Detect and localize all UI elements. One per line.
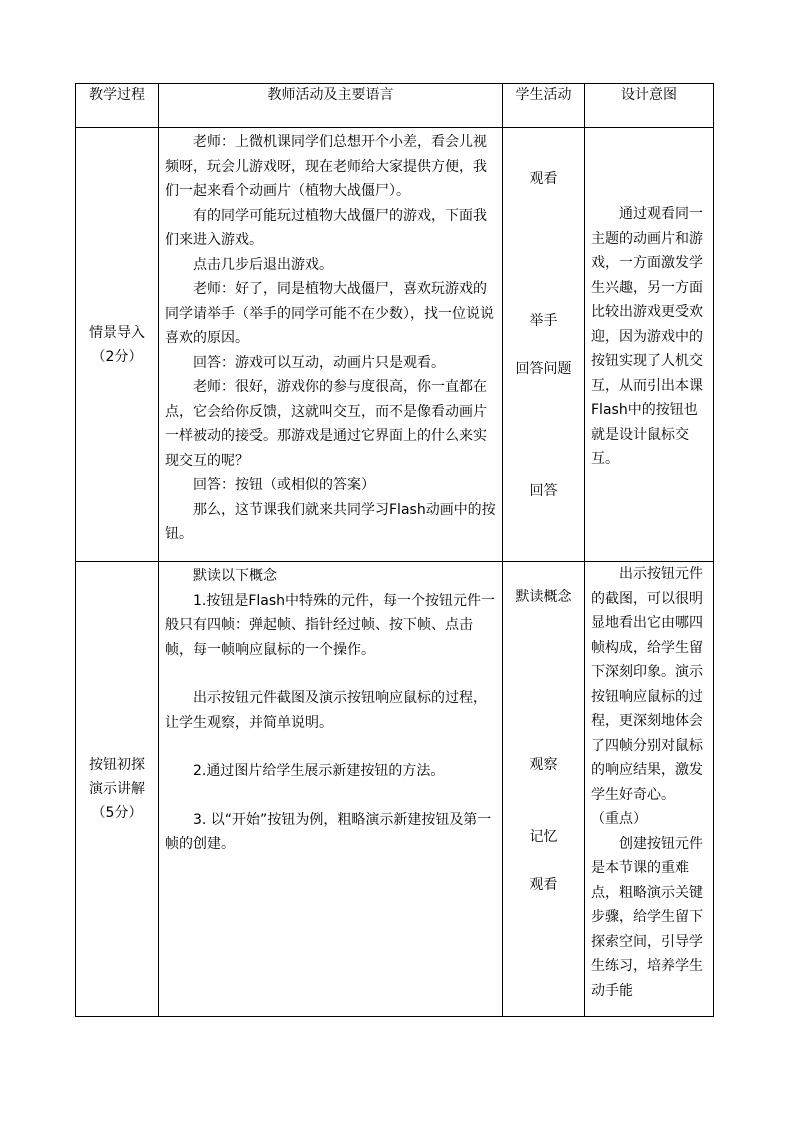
header-process: 教学过程 [76, 84, 159, 128]
design-intent-cell [585, 128, 714, 562]
design-intent-text: 通过观看同一主题的动画片和游戏，一方面激发学生兴趣，另一方面比较出游戏更受欢迎，因为游戏中的按钮实现了人机交互，从而引出本课Flash中的按钮也就是设计鼠标交互。 [591, 206, 703, 467]
blank-line [165, 735, 496, 759]
student-activity-item: 观看 [529, 171, 558, 187]
table-row [76, 562, 714, 1017]
student-activity-item: 回答 [529, 483, 558, 499]
design-intent-text: 创建按钮元件是本节课的重难点，粗略演示关键步骤，给学生留下探索空间，引导学生练习，培养学生动手能 [591, 835, 703, 999]
teacher-activity-cell [159, 128, 503, 562]
teacher-paragraph: 默读以下概念 [193, 568, 277, 584]
teacher-paragraph: 3. 以“开始”按钮为例，粗略演示新建按钮及第一帧的创建。 [165, 811, 492, 852]
blank-line [165, 662, 496, 686]
stage-time: （5分） [91, 805, 143, 821]
teacher-paragraph: 1.按钮是Flash中特殊的元件，每一个按钮元件一般只有四帧：弹起帧、指针经过帧、按下帧、点击帧，每一帧响应鼠标的一个操作。 [165, 592, 496, 658]
teacher-paragraph: 老师：上微机课同学们总想开个小差，看会儿视频呀，玩会儿游戏呀，现在老师给大家提供方便，我们一起来看个动画片（植物大战僵尸）。 [165, 134, 487, 199]
teacher-paragraph: 点击几步后退出游戏。 [193, 256, 333, 273]
header-row [76, 84, 714, 128]
student-activity-cell [503, 562, 585, 1017]
table-row [76, 128, 714, 562]
teacher-paragraph: 回答：按钮（或相似的答案） [193, 477, 375, 493]
teacher-paragraph: 有的同学可能玩过植物大战僵尸的游戏，下面我们来进入游戏。 [165, 207, 487, 248]
design-intent-text: 出示按钮元件的截图，可以很明显地看出它由哪四帧构成，给学生留下深刻印象。演示按钮响应鼠标的过程，更深刻地体会了四帧分别对鼠标的响应结果，激发学生好奇心。 [591, 566, 703, 803]
student-activity-item: 默读概念 [515, 589, 572, 605]
teacher-paragraph: 老师：很好，游戏你的参与度很高，你一直都在点，它会给你反馈，这就叫交互，而不是像看动画片一样被动的接受。那游戏是通过它界面上的什么来实现交互的呢？ [165, 379, 487, 469]
teacher-paragraph: 2.通过图片给学生展示新建按钮的方法。 [193, 763, 445, 779]
student-activity-item: 回答问题 [515, 361, 572, 377]
student-activity-item: 举手 [529, 313, 558, 329]
design-intent-emphasis: （重点） [591, 811, 647, 827]
header-teacher-activity: 教师活动及主要语言 [159, 84, 503, 128]
stage-time: （2分） [91, 348, 143, 365]
design-intent-cell [585, 562, 714, 1017]
teacher-paragraph: 出示按钮元件截图及演示按钮响应鼠标的过程，让学生观察，并简单说明。 [165, 690, 487, 731]
student-activity-cell [503, 128, 585, 562]
stage-name: 按钮初探 [89, 757, 145, 773]
stage-name: 演示讲解 [89, 781, 145, 797]
header-design-intent: 设计意图 [585, 84, 714, 128]
student-activity-item: 观察 [529, 757, 558, 773]
student-activity-item: 记忆 [529, 829, 558, 845]
lesson-plan-table [75, 83, 714, 1017]
teacher-paragraph: 那么，这节课我们就来共同学习Flash动画中的按钮。 [165, 501, 496, 542]
teacher-paragraph: 回答：游戏可以互动，动画片只是观看。 [193, 354, 445, 371]
teacher-activity-cell [159, 562, 503, 1017]
student-activity-item: 观看 [529, 877, 558, 893]
header-student-activity: 学生活动 [503, 84, 585, 128]
stage-cell [76, 562, 159, 1017]
stage-cell [76, 128, 159, 562]
blank-line [165, 784, 496, 808]
stage-name: 情景导入 [89, 324, 145, 341]
teacher-paragraph: 老师：好了，同是植物大战僵尸，喜欢玩游戏的同学请举手（举手的同学可能不在少数），找一位说说喜欢的原因。 [165, 281, 494, 346]
